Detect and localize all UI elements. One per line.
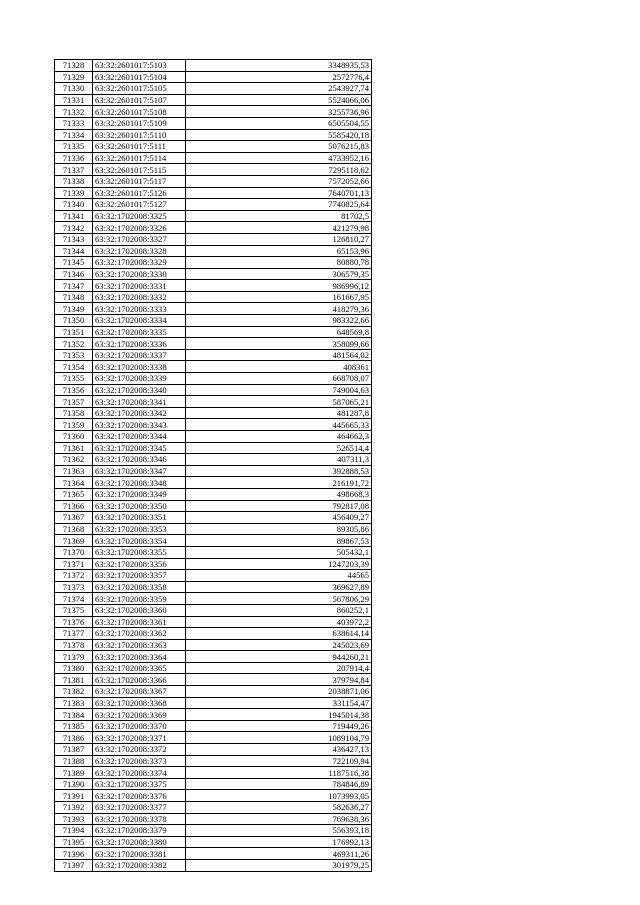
table-row bbox=[55, 349, 372, 361]
table-body bbox=[55, 60, 372, 872]
cadastral-number-cell: 63:32:2601017:5110 bbox=[93, 129, 186, 141]
value-cell: 407311,3 bbox=[186, 454, 372, 466]
value-cell: 7572052,66 bbox=[186, 175, 372, 187]
cadastral-number-cell: 63:32:1702008:3331 bbox=[93, 280, 186, 292]
row-id-cell: 71347 bbox=[55, 280, 93, 292]
cadastral-number-cell: 63:32:2601017:5126 bbox=[93, 187, 186, 199]
table-row bbox=[55, 628, 372, 640]
value-cell: 358099,66 bbox=[186, 338, 372, 350]
table-row bbox=[55, 836, 372, 848]
table-row bbox=[55, 338, 372, 350]
cadastral-number-cell: 63:32:1702008:3362 bbox=[93, 628, 186, 640]
cadastral-number-cell: 63:32:2601017:5115 bbox=[93, 164, 186, 176]
cadastral-number-cell: 63:32:1702008:3339 bbox=[93, 373, 186, 385]
cadastral-number-cell: 63:32:1702008:3367 bbox=[93, 686, 186, 698]
row-id-cell: 71346 bbox=[55, 268, 93, 280]
value-cell: 6505504,55 bbox=[186, 117, 372, 129]
value-cell: 176992,13 bbox=[186, 836, 372, 848]
cadastral-number-cell: 63:32:2601017:5105 bbox=[93, 83, 186, 95]
cadastral-number-cell: 63:32:1702008:3335 bbox=[93, 326, 186, 338]
row-id-cell: 71393 bbox=[55, 813, 93, 825]
row-id-cell: 71380 bbox=[55, 662, 93, 674]
row-id-cell: 71332 bbox=[55, 106, 93, 118]
cadastral-number-cell: 63:32:1702008:3353 bbox=[93, 523, 186, 535]
row-id-cell: 71364 bbox=[55, 477, 93, 489]
cadastral-number-cell: 63:32:1702008:3356 bbox=[93, 558, 186, 570]
value-cell: 161667,95 bbox=[186, 291, 372, 303]
table-row bbox=[55, 442, 372, 454]
table-row bbox=[55, 465, 372, 477]
table-row bbox=[55, 291, 372, 303]
cadastral-number-cell: 63:32:1702008:3343 bbox=[93, 419, 186, 431]
value-cell: 7640701,13 bbox=[186, 187, 372, 199]
cadastral-number-cell: 63:32:1702008:3327 bbox=[93, 233, 186, 245]
row-id-cell: 71355 bbox=[55, 373, 93, 385]
row-id-cell: 71337 bbox=[55, 164, 93, 176]
value-cell: 5076215,83 bbox=[186, 141, 372, 153]
row-id-cell: 71377 bbox=[55, 628, 93, 640]
row-id-cell: 71356 bbox=[55, 384, 93, 396]
value-cell: 369627,89 bbox=[186, 581, 372, 593]
cadastral-number-cell: 63:32:2601017:5107 bbox=[93, 94, 186, 106]
cadastral-number-cell: 63:32:1702008:3358 bbox=[93, 581, 186, 593]
table-row bbox=[55, 790, 372, 802]
value-cell: 245023,69 bbox=[186, 639, 372, 651]
value-cell: 3348935,53 bbox=[186, 60, 372, 72]
cadastral-number-cell: 63:32:1702008:3379 bbox=[93, 825, 186, 837]
cadastral-number-cell: 63:32:1702008:3369 bbox=[93, 709, 186, 721]
table-row bbox=[55, 546, 372, 558]
value-cell: 7295118,62 bbox=[186, 164, 372, 176]
table-row bbox=[55, 222, 372, 234]
row-id-cell: 71376 bbox=[55, 616, 93, 628]
row-id-cell: 71349 bbox=[55, 303, 93, 315]
value-cell: 638614,14 bbox=[186, 628, 372, 640]
value-cell: 207914,4 bbox=[186, 662, 372, 674]
cadastral-number-cell: 63:32:2601017:5109 bbox=[93, 117, 186, 129]
value-cell: 986996,12 bbox=[186, 280, 372, 292]
row-id-cell: 71397 bbox=[55, 859, 93, 871]
cadastral-number-cell: 63:32:1702008:3351 bbox=[93, 512, 186, 524]
cadastral-number-cell: 63:32:1702008:3325 bbox=[93, 210, 186, 222]
table-row bbox=[55, 384, 372, 396]
row-id-cell: 71379 bbox=[55, 651, 93, 663]
table-row bbox=[55, 454, 372, 466]
row-id-cell: 71391 bbox=[55, 790, 93, 802]
value-cell: 126810,27 bbox=[186, 233, 372, 245]
value-cell: 379794,84 bbox=[186, 674, 372, 686]
value-cell: 648569,8 bbox=[186, 326, 372, 338]
cadastral-number-cell: 63:32:1702008:3360 bbox=[93, 604, 186, 616]
value-cell: 498668,3 bbox=[186, 488, 372, 500]
table-row bbox=[55, 558, 372, 570]
table-row bbox=[55, 488, 372, 500]
table-row bbox=[55, 697, 372, 709]
value-cell: 44565 bbox=[186, 570, 372, 582]
cadastral-number-cell: 63:32:1702008:3372 bbox=[93, 744, 186, 756]
table-row bbox=[55, 512, 372, 524]
value-cell: 2572776,4 bbox=[186, 71, 372, 83]
row-id-cell: 71344 bbox=[55, 245, 93, 257]
value-cell: 216191,72 bbox=[186, 477, 372, 489]
cadastral-number-cell: 63:32:1702008:3333 bbox=[93, 303, 186, 315]
table-row bbox=[55, 639, 372, 651]
value-cell: 1089104,79 bbox=[186, 732, 372, 744]
table-row bbox=[55, 593, 372, 605]
row-id-cell: 71343 bbox=[55, 233, 93, 245]
cadastral-number-cell: 63:32:1702008:3364 bbox=[93, 651, 186, 663]
cadastral-number-cell: 63:32:1702008:3365 bbox=[93, 662, 186, 674]
cadastral-number-cell: 63:32:2601017:5108 bbox=[93, 106, 186, 118]
table-row bbox=[55, 500, 372, 512]
value-cell: 784846,89 bbox=[186, 778, 372, 790]
cadastral-number-cell: 63:32:1702008:3350 bbox=[93, 500, 186, 512]
row-id-cell: 71335 bbox=[55, 141, 93, 153]
cadastral-number-cell: 63:32:1702008:3359 bbox=[93, 593, 186, 605]
row-id-cell: 71358 bbox=[55, 407, 93, 419]
row-id-cell: 71339 bbox=[55, 187, 93, 199]
cadastral-number-cell: 63:32:1702008:3363 bbox=[93, 639, 186, 651]
row-id-cell: 71388 bbox=[55, 755, 93, 767]
table-row bbox=[55, 129, 372, 141]
table-row bbox=[55, 187, 372, 199]
table-row bbox=[55, 477, 372, 489]
cadastral-number-cell: 63:32:1702008:3357 bbox=[93, 570, 186, 582]
cadastral-number-cell: 63:32:1702008:3348 bbox=[93, 477, 186, 489]
value-cell: 2543927,74 bbox=[186, 83, 372, 95]
row-id-cell: 71340 bbox=[55, 199, 93, 211]
row-id-cell: 71386 bbox=[55, 732, 93, 744]
row-id-cell: 71334 bbox=[55, 129, 93, 141]
cadastral-number-cell: 63:32:1702008:3340 bbox=[93, 384, 186, 396]
cadastral-number-cell: 63:32:1702008:3382 bbox=[93, 859, 186, 871]
cadastral-number-cell: 63:32:1702008:3375 bbox=[93, 778, 186, 790]
value-cell: 445665,33 bbox=[186, 419, 372, 431]
table-row bbox=[55, 94, 372, 106]
value-cell: 567806,29 bbox=[186, 593, 372, 605]
cadastral-number-cell: 63:32:1702008:3368 bbox=[93, 697, 186, 709]
table-row bbox=[55, 686, 372, 698]
cadastral-number-cell: 63:32:1702008:3334 bbox=[93, 315, 186, 327]
row-id-cell: 71368 bbox=[55, 523, 93, 535]
table-row bbox=[55, 535, 372, 547]
value-cell: 769638,36 bbox=[186, 813, 372, 825]
table-row bbox=[55, 709, 372, 721]
value-cell: 65153,96 bbox=[186, 245, 372, 257]
row-id-cell: 71384 bbox=[55, 709, 93, 721]
value-cell: 403972,2 bbox=[186, 616, 372, 628]
table-row bbox=[55, 361, 372, 373]
value-cell: 587065,21 bbox=[186, 396, 372, 408]
row-id-cell: 71389 bbox=[55, 767, 93, 779]
row-id-cell: 71371 bbox=[55, 558, 93, 570]
value-cell: 505432,1 bbox=[186, 546, 372, 558]
table-row bbox=[55, 767, 372, 779]
cadastral-number-cell: 63:32:1702008:3381 bbox=[93, 848, 186, 860]
value-cell: 1945014,38 bbox=[186, 709, 372, 721]
cadastral-number-cell: 63:32:1702008:3347 bbox=[93, 465, 186, 477]
cadastral-number-cell: 63:32:1702008:3346 bbox=[93, 454, 186, 466]
table-row bbox=[55, 396, 372, 408]
table-row bbox=[55, 570, 372, 582]
row-id-cell: 71381 bbox=[55, 674, 93, 686]
value-cell: 418279,36 bbox=[186, 303, 372, 315]
table-row bbox=[55, 141, 372, 153]
value-cell: 792817,08 bbox=[186, 500, 372, 512]
value-cell: 719449,26 bbox=[186, 720, 372, 732]
cadastral-number-cell: 63:32:1702008:3366 bbox=[93, 674, 186, 686]
row-id-cell: 71328 bbox=[55, 60, 93, 72]
row-id-cell: 71329 bbox=[55, 71, 93, 83]
value-cell: 1073993,05 bbox=[186, 790, 372, 802]
value-cell: 436427,13 bbox=[186, 744, 372, 756]
table-row bbox=[55, 373, 372, 385]
cadastral-number-cell: 63:32:1702008:3336 bbox=[93, 338, 186, 350]
row-id-cell: 71395 bbox=[55, 836, 93, 848]
value-cell: 421279,98 bbox=[186, 222, 372, 234]
row-id-cell: 71369 bbox=[55, 535, 93, 547]
value-cell: 464662,3 bbox=[186, 431, 372, 443]
table-row bbox=[55, 662, 372, 674]
cadastral-number-cell: 63:32:2601017:5127 bbox=[93, 199, 186, 211]
row-id-cell: 71362 bbox=[55, 454, 93, 466]
row-id-cell: 71331 bbox=[55, 94, 93, 106]
value-cell: 481564,02 bbox=[186, 349, 372, 361]
value-cell: 526514,4 bbox=[186, 442, 372, 454]
cadastral-number-cell: 63:32:1702008:3326 bbox=[93, 222, 186, 234]
table-row bbox=[55, 268, 372, 280]
value-cell: 1187516,38 bbox=[186, 767, 372, 779]
value-cell: 2038871,06 bbox=[186, 686, 372, 698]
row-id-cell: 71350 bbox=[55, 315, 93, 327]
table-row bbox=[55, 210, 372, 222]
value-cell: 4733952,16 bbox=[186, 152, 372, 164]
data-table bbox=[54, 59, 372, 872]
row-id-cell: 71330 bbox=[55, 83, 93, 95]
value-cell: 89305,86 bbox=[186, 523, 372, 535]
value-cell: 3255736,96 bbox=[186, 106, 372, 118]
row-id-cell: 71361 bbox=[55, 442, 93, 454]
table-row bbox=[55, 825, 372, 837]
value-cell: 5524066,06 bbox=[186, 94, 372, 106]
value-cell: 582636,27 bbox=[186, 802, 372, 814]
row-id-cell: 71374 bbox=[55, 593, 93, 605]
row-id-cell: 71373 bbox=[55, 581, 93, 593]
cadastral-number-cell: 63:32:2601017:5104 bbox=[93, 71, 186, 83]
cadastral-number-cell: 63:32:1702008:3337 bbox=[93, 349, 186, 361]
table-row bbox=[55, 326, 372, 338]
row-id-cell: 71387 bbox=[55, 744, 93, 756]
value-cell: 301979,25 bbox=[186, 859, 372, 871]
value-cell: 860252,1 bbox=[186, 604, 372, 616]
value-cell: 456409,27 bbox=[186, 512, 372, 524]
row-id-cell: 71367 bbox=[55, 512, 93, 524]
value-cell: 392888,53 bbox=[186, 465, 372, 477]
table-row bbox=[55, 303, 372, 315]
row-id-cell: 71394 bbox=[55, 825, 93, 837]
row-id-cell: 71351 bbox=[55, 326, 93, 338]
table-row bbox=[55, 651, 372, 663]
row-id-cell: 71338 bbox=[55, 175, 93, 187]
cadastral-number-cell: 63:32:1702008:3341 bbox=[93, 396, 186, 408]
row-id-cell: 71353 bbox=[55, 349, 93, 361]
value-cell: 7740825,64 bbox=[186, 199, 372, 211]
cadastral-number-cell: 63:32:1702008:3380 bbox=[93, 836, 186, 848]
row-id-cell: 71352 bbox=[55, 338, 93, 350]
cadastral-number-cell: 63:32:2601017:5117 bbox=[93, 175, 186, 187]
table-row bbox=[55, 604, 372, 616]
cadastral-number-cell: 63:32:1702008:3342 bbox=[93, 407, 186, 419]
cadastral-number-cell: 63:32:1702008:3328 bbox=[93, 245, 186, 257]
table-row bbox=[55, 720, 372, 732]
table-row bbox=[55, 152, 372, 164]
value-cell: 722109,94 bbox=[186, 755, 372, 767]
table-row bbox=[55, 778, 372, 790]
cadastral-number-cell: 63:32:1702008:3338 bbox=[93, 361, 186, 373]
table-row bbox=[55, 280, 372, 292]
table-row bbox=[55, 164, 372, 176]
table-row bbox=[55, 60, 372, 72]
table-row bbox=[55, 106, 372, 118]
row-id-cell: 71365 bbox=[55, 488, 93, 500]
table-row bbox=[55, 117, 372, 129]
cadastral-number-cell: 63:32:1702008:3344 bbox=[93, 431, 186, 443]
cadastral-number-cell: 63:32:1702008:3345 bbox=[93, 442, 186, 454]
row-id-cell: 71342 bbox=[55, 222, 93, 234]
row-id-cell: 71348 bbox=[55, 291, 93, 303]
value-cell: 469311,26 bbox=[186, 848, 372, 860]
value-cell: 749004,63 bbox=[186, 384, 372, 396]
table-row bbox=[55, 732, 372, 744]
cadastral-number-cell: 63:32:1702008:3371 bbox=[93, 732, 186, 744]
row-id-cell: 71385 bbox=[55, 720, 93, 732]
cadastral-number-cell: 63:32:2601017:5103 bbox=[93, 60, 186, 72]
row-id-cell: 71341 bbox=[55, 210, 93, 222]
table-row bbox=[55, 744, 372, 756]
value-cell: 408361 bbox=[186, 361, 372, 373]
table-row bbox=[55, 419, 372, 431]
row-id-cell: 71357 bbox=[55, 396, 93, 408]
cadastral-number-cell: 63:32:1702008:3373 bbox=[93, 755, 186, 767]
table-row bbox=[55, 199, 372, 211]
cadastral-number-cell: 63:32:1702008:3361 bbox=[93, 616, 186, 628]
cadastral-number-cell: 63:32:1702008:3374 bbox=[93, 767, 186, 779]
table-row bbox=[55, 813, 372, 825]
cadastral-number-cell: 63:32:1702008:3330 bbox=[93, 268, 186, 280]
table-row bbox=[55, 407, 372, 419]
value-cell: 1247203,39 bbox=[186, 558, 372, 570]
table-row bbox=[55, 523, 372, 535]
cadastral-number-cell: 63:32:1702008:3370 bbox=[93, 720, 186, 732]
cadastral-number-cell: 63:32:1702008:3376 bbox=[93, 790, 186, 802]
cadastral-number-cell: 63:32:2601017:5111 bbox=[93, 141, 186, 153]
row-id-cell: 71359 bbox=[55, 419, 93, 431]
value-cell: 331154,47 bbox=[186, 697, 372, 709]
row-id-cell: 71372 bbox=[55, 570, 93, 582]
value-cell: 983322,66 bbox=[186, 315, 372, 327]
table-row bbox=[55, 755, 372, 767]
value-cell: 306579,35 bbox=[186, 268, 372, 280]
cadastral-number-cell: 63:32:2601017:5114 bbox=[93, 152, 186, 164]
row-id-cell: 71333 bbox=[55, 117, 93, 129]
table-row bbox=[55, 83, 372, 95]
value-cell: 556393,18 bbox=[186, 825, 372, 837]
table-row bbox=[55, 71, 372, 83]
row-id-cell: 71345 bbox=[55, 257, 93, 269]
row-id-cell: 71392 bbox=[55, 802, 93, 814]
cadastral-number-cell: 63:32:1702008:3378 bbox=[93, 813, 186, 825]
row-id-cell: 71383 bbox=[55, 697, 93, 709]
row-id-cell: 71354 bbox=[55, 361, 93, 373]
cadastral-number-cell: 63:32:1702008:3377 bbox=[93, 802, 186, 814]
row-id-cell: 71390 bbox=[55, 778, 93, 790]
table-row bbox=[55, 431, 372, 443]
value-cell: 944260,21 bbox=[186, 651, 372, 663]
table-row bbox=[55, 175, 372, 187]
table-row bbox=[55, 859, 372, 871]
row-id-cell: 71336 bbox=[55, 152, 93, 164]
table-row bbox=[55, 848, 372, 860]
value-cell: 81702,5 bbox=[186, 210, 372, 222]
row-id-cell: 71378 bbox=[55, 639, 93, 651]
table-row bbox=[55, 257, 372, 269]
row-id-cell: 71360 bbox=[55, 431, 93, 443]
table-row bbox=[55, 245, 372, 257]
table-row bbox=[55, 581, 372, 593]
cadastral-number-cell: 63:32:1702008:3332 bbox=[93, 291, 186, 303]
table-row bbox=[55, 616, 372, 628]
row-id-cell: 71370 bbox=[55, 546, 93, 558]
table-row bbox=[55, 674, 372, 686]
table-row bbox=[55, 233, 372, 245]
cadastral-number-cell: 63:32:1702008:3329 bbox=[93, 257, 186, 269]
row-id-cell: 71382 bbox=[55, 686, 93, 698]
value-cell: 89867,53 bbox=[186, 535, 372, 547]
value-cell: 80880,78 bbox=[186, 257, 372, 269]
row-id-cell: 71375 bbox=[55, 604, 93, 616]
cadastral-number-cell: 63:32:1702008:3349 bbox=[93, 488, 186, 500]
value-cell: 668708,07 bbox=[186, 373, 372, 385]
cadastral-number-cell: 63:32:1702008:3355 bbox=[93, 546, 186, 558]
table-row bbox=[55, 315, 372, 327]
row-id-cell: 71366 bbox=[55, 500, 93, 512]
row-id-cell: 71363 bbox=[55, 465, 93, 477]
value-cell: 5585420,18 bbox=[186, 129, 372, 141]
row-id-cell: 71396 bbox=[55, 848, 93, 860]
cadastral-number-cell: 63:32:1702008:3354 bbox=[93, 535, 186, 547]
value-cell: 481287,8 bbox=[186, 407, 372, 419]
table-row bbox=[55, 802, 372, 814]
